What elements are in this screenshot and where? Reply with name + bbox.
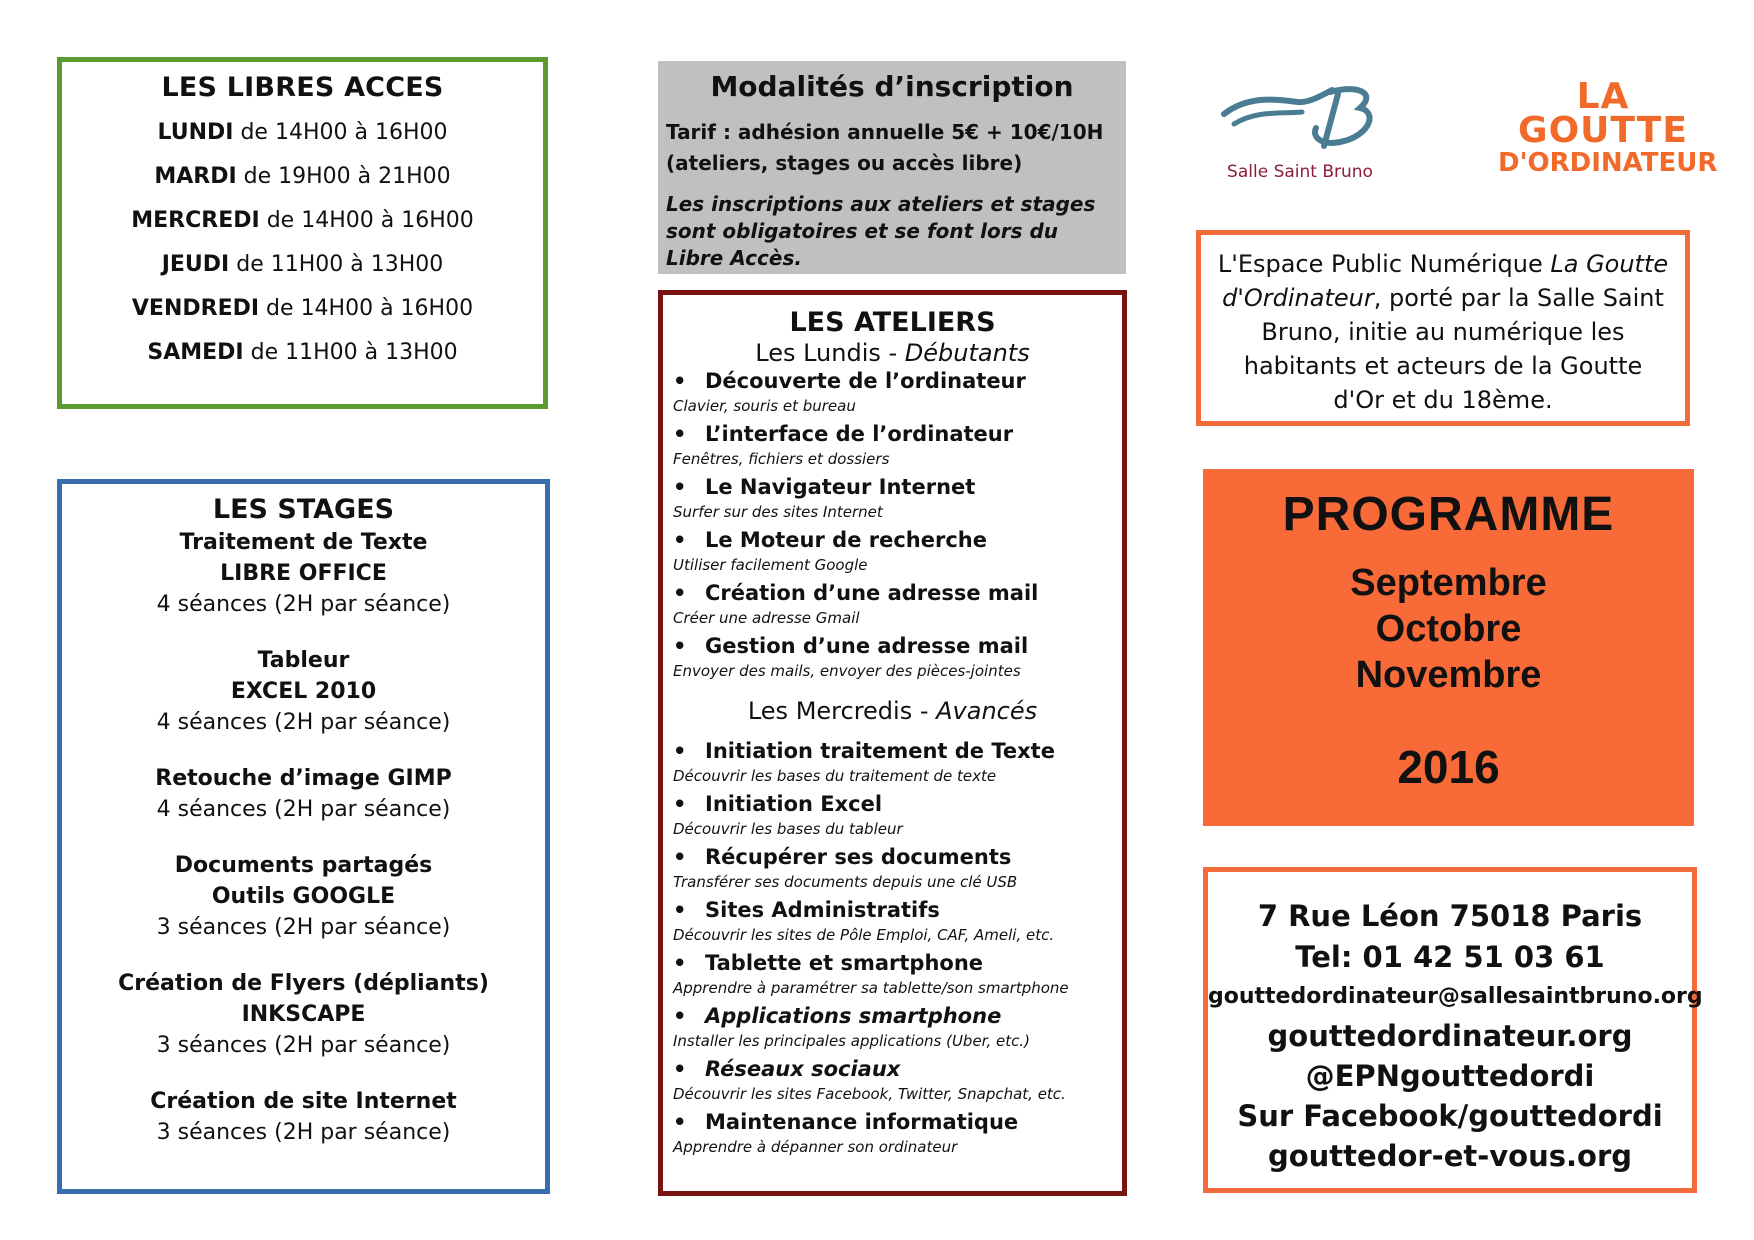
lundis-list — [669, 368, 1116, 682]
salle-saint-bruno-caption: Salle Saint Bruno — [1227, 162, 1373, 182]
programme-title: PROGRAMME — [1282, 488, 1615, 541]
contact-phone: Tel: 01 42 51 03 61 — [1295, 940, 1605, 974]
list-item: • Le Moteur de recherche Utiliser facilement Google — [673, 528, 987, 574]
list-item: • Maintenance informatique Apprendre à dépanner son ordinateur — [673, 1110, 1019, 1156]
salle-saint-bruno-logo — [1215, 80, 1385, 190]
schedule-row: MARDI de 19H00 à 21H00 — [154, 164, 451, 189]
schedule-row: LUNDI de 14H00 à 16H00 — [157, 120, 448, 145]
logo-line: D'ORDINATEUR — [1498, 148, 1718, 178]
epn-description: L'Espace Public Numérique La Goutte d'Ordinateur, porté par la Salle Saint Bruno, initie au numérique les habitants et acteurs de la Goutte d'Or et du 18ème. — [1217, 250, 1669, 414]
month: Septembre — [1350, 562, 1547, 604]
list-item: • Gestion d’une adresse mail Envoyer des mails, envoyer des pièces-jointes — [673, 634, 1029, 680]
contact-email: gouttedordinateur@sallesaintbruno.org — [1208, 984, 1703, 1009]
mercredis-heading: Les Mercredis - Avancés — [747, 697, 1038, 725]
modalites-title: Modalités d’inscription — [710, 70, 1074, 103]
stage-item: Création de site Internet 3 séances (2H par séance) — [150, 1089, 457, 1145]
programme-year: 2016 — [1397, 741, 1500, 793]
ateliers-box — [658, 290, 1127, 1196]
list-item: • Initiation traitement de Texte Découvrir les bases du traitement de texte — [673, 739, 1055, 785]
libres-acces-box — [57, 57, 548, 409]
month: Novembre — [1355, 654, 1542, 696]
stage-item: Traitement de Texte LIBRE OFFICE 4 séances (2H par séance) — [156, 530, 451, 617]
bird-wave-icon — [1220, 80, 1380, 152]
stage-item: Création de Flyers (dépliants) INKSCAPE 3 séances (2H par séance) — [118, 971, 489, 1058]
list-item: • Création d’une adresse mail Créer une adresse Gmail — [673, 581, 1039, 627]
schedule-row: JEUDI de 11H00 à 13H00 — [161, 252, 444, 277]
list-item: • L’interface de l’ordinateur Fenêtres, fichiers et dossiers — [673, 422, 1014, 468]
mercredis-list — [669, 738, 1116, 1158]
programme-box — [1203, 469, 1694, 826]
logo-line: LA — [1576, 76, 1630, 117]
contact-website-2: gouttedor-et-vous.org — [1267, 1139, 1633, 1173]
libres-acces-schedule — [62, 111, 543, 375]
list-item: • Sites Administratifs Découvrir les sites de Pôle Emploi, CAF, Ameli, etc. — [673, 898, 1055, 944]
list-item: • Récupérer ses documents Transférer ses documents depuis une clé USB — [673, 845, 1018, 891]
programme-months — [1203, 560, 1694, 698]
list-item: • Réseaux sociaux Découvrir les sites Facebook, Twitter, Snapchat, etc. — [673, 1057, 1066, 1103]
stage-item: Tableur EXCEL 2010 4 séances (2H par séance) — [156, 648, 451, 735]
list-item: • Découverte de l’ordinateur Clavier, souris et bureau — [673, 369, 1026, 415]
month: Octobre — [1375, 608, 1522, 650]
list-item: • Initiation Excel Découvrir les bases du tableur — [673, 792, 903, 838]
schedule-row: VENDREDI de 14H00 à 16H00 — [131, 296, 474, 321]
modalites-tarif: Tarif : adhésion annuelle 5€ + 10€/10H (ateliers, stages ou accès libre) — [666, 120, 1104, 175]
list-item: • Tablette et smartphone Apprendre à paramétrer sa tablette/son smartphone — [673, 951, 1069, 997]
libres-acces-title: LES LIBRES ACCES — [161, 72, 444, 103]
stage-item: Documents partagés Outils GOOGLE 3 séances (2H par séance) — [156, 853, 451, 940]
stages-box — [57, 479, 550, 1194]
contact-website: gouttedordinateur.org — [1267, 1019, 1633, 1053]
schedule-row: SAMEDI de 11H00 à 13H00 — [147, 340, 458, 365]
contact-facebook: Sur Facebook/gouttedordi — [1237, 1099, 1663, 1133]
modalites-note: Les inscriptions aux ateliers et stages sont obligatoires et se font lors du Libre Accès. — [666, 192, 1096, 270]
list-item: • Applications smartphone Installer les principales applications (Uber, etc.) — [673, 1004, 1030, 1050]
lundis-heading: Les Lundis - Débutants — [755, 339, 1030, 367]
stage-item: Retouche d’image GIMP 4 séances (2H par séance) — [155, 766, 452, 822]
ateliers-title: LES ATELIERS — [789, 307, 996, 338]
stages-title: LES STAGES — [212, 494, 395, 525]
logo-line: GOUTTE — [1518, 110, 1688, 151]
modalites-box — [658, 61, 1126, 274]
epn-description-box — [1196, 230, 1690, 426]
goutte-dordinateur-logo — [1498, 76, 1718, 190]
list-item: • Le Navigateur Internet Surfer sur des sites Internet — [673, 475, 976, 521]
contact-twitter: @EPNgouttedordi — [1305, 1059, 1595, 1093]
schedule-row: MERCREDI de 14H00 à 16H00 — [131, 208, 474, 233]
contact-box — [1203, 867, 1703, 1193]
contact-address: 7 Rue Léon 75018 Paris — [1257, 899, 1643, 933]
